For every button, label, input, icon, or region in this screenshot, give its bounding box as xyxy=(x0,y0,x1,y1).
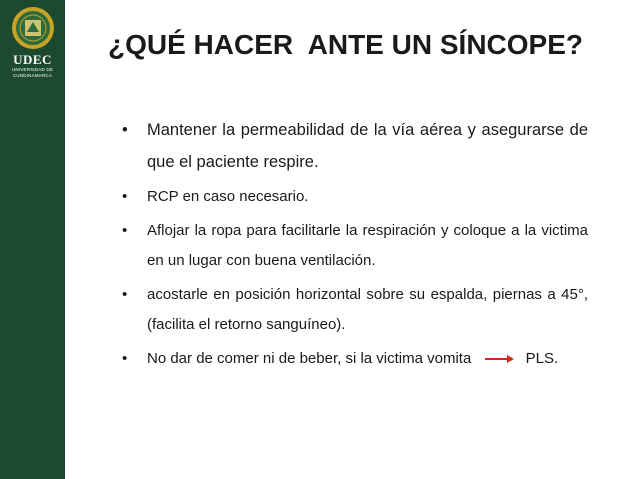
bullet-text: acostarle en posición horizontal sobre su espalda, piernas a 45°, (facilita el retorno sanguíneo). xyxy=(147,286,588,333)
university-logo xyxy=(0,6,65,92)
bullet-item xyxy=(122,280,588,340)
bullet-item xyxy=(122,182,588,212)
bullet-dot-icon: • xyxy=(122,121,128,139)
logo-name: UDEC xyxy=(13,52,52,67)
slide-title: ¿QUÉ HACER ANTE UN SÍNCOPE? xyxy=(108,29,583,60)
bullet-text: RCP en caso necesario. xyxy=(147,188,309,205)
logo-subtitle-2: CUNDINAMARCA xyxy=(12,72,53,78)
bullet-item xyxy=(122,114,588,178)
bullet-dot-icon: • xyxy=(122,286,128,303)
bullet-text: Mantener la permeabilidad de la vía aérea y asegurarse de que el paciente respire. xyxy=(147,121,588,171)
bullet-dot-icon: • xyxy=(122,350,128,367)
bullet-dot-icon: • xyxy=(122,222,128,239)
sidebar xyxy=(0,0,65,479)
logo-subtitle-1: UNIVERSIDAD DE xyxy=(11,67,54,72)
bullet-list xyxy=(122,114,588,374)
bullet-item xyxy=(122,216,588,276)
right-arrow-icon xyxy=(485,354,515,364)
bullet-text-after-arrow: PLS. xyxy=(525,350,559,367)
bullet-text: Aflojar la ropa para facilitarle la respiración y coloque a la victima en un lugar con buena ventilación. xyxy=(147,222,588,269)
bullet-text: No dar de comer ni de beber, si la victima vomita xyxy=(147,350,472,367)
bullet-dot-icon: • xyxy=(122,188,128,205)
university-seal-icon xyxy=(11,6,55,50)
bullet-item xyxy=(122,344,588,374)
